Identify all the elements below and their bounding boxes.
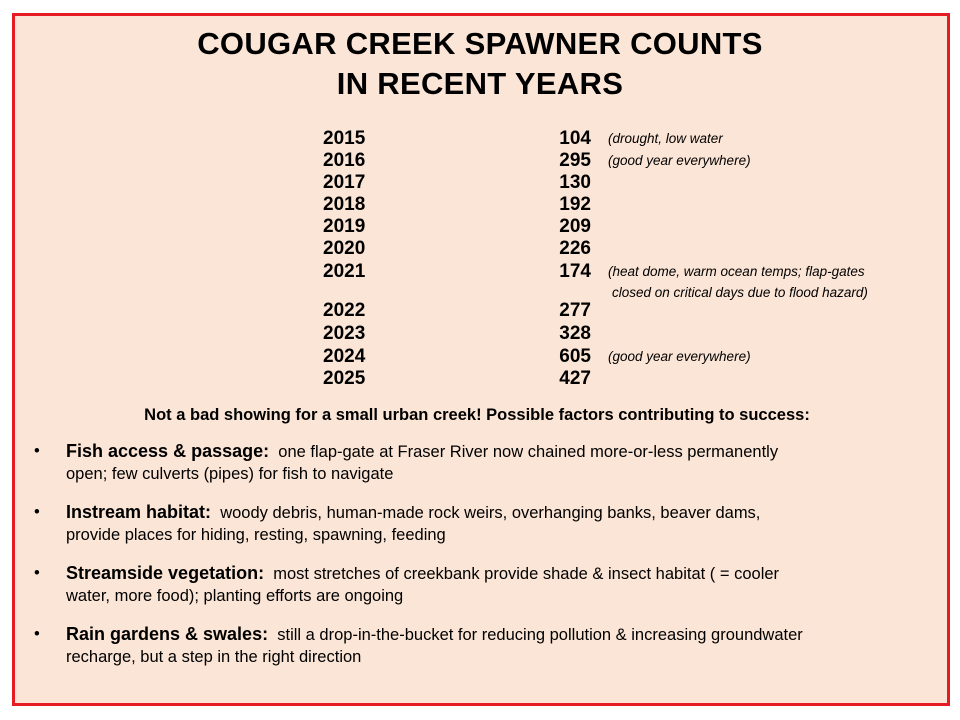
year-label: 2015 [323,128,366,149]
bullet-text [66,623,894,668]
bullet-text [66,501,894,546]
bullet-heading: Streamside vegetation: [66,563,265,583]
title-line-2: IN RECENT YEARS [336,66,624,101]
year-label: 2021 [323,261,366,282]
year-label: 2019 [323,216,366,237]
year-label: 2020 [323,238,366,259]
year-label: 2023 [323,323,366,344]
count-note: (good year everywhere) [608,153,751,168]
count-value: 427 [559,368,591,389]
bullet-heading: Instream habitat: [66,502,212,522]
bullet-body-line-1: one flap-gate at Fraser River now chained more-or-less permanently [278,443,779,461]
year-label: 2018 [323,194,366,215]
count-value: 192 [559,194,591,215]
bullet-heading: Rain gardens & swales: [66,624,269,644]
count-value: 174 [559,261,591,282]
bullet-body-line-2: provide places for hiding, resting, spawning, feeding [66,526,446,544]
count-value: 605 [559,346,591,367]
bullet-dot: • [34,564,40,582]
bullet-text [66,440,894,485]
year-label: 2022 [323,300,366,321]
year-label: 2016 [323,150,366,171]
year-label: 2017 [323,172,366,193]
count-value: 130 [559,172,591,193]
bullet-body-line-2: water, more food); planting efforts are ongoing [66,587,404,605]
year-label: 2025 [323,368,366,389]
bullet-dot: • [34,442,40,460]
summary-text: Not a bad showing for a small urban creek! Possible factors contributing to success: [144,406,810,424]
bullet-dot: • [34,503,40,521]
bullet-text [66,562,894,607]
count-value: 226 [559,238,591,259]
count-value: 104 [559,128,591,149]
bullet-body-line-1: most stretches of creekbank provide shade & insect habitat ( = cooler [273,565,780,583]
count-value: 295 [559,150,591,171]
bullet-dot: • [34,625,40,643]
bullet-body-line-1: woody debris, human-made rock weirs, overhanging banks, beaver dams, [220,504,761,522]
year-label: 2024 [323,346,366,367]
bullet-body-line-2: open; few culverts (pipes) for fish to navigate [66,465,394,483]
count-note-continued: closed on critical days due to flood hazard) [612,285,868,300]
bullet-body-line-1: still a drop-in-the-bucket for reducing pollution & increasing groundwater [277,626,803,644]
count-note: (heat dome, warm ocean temps; flap-gates [608,264,865,279]
count-note: (good year everywhere) [608,349,751,364]
bullet-heading: Fish access & passage: [66,441,270,461]
title-line-1: COUGAR CREEK SPAWNER COUNTS [197,26,763,61]
bullet-body-line-2: recharge, but a step in the right direction [66,648,362,666]
count-value: 209 [559,216,591,237]
count-value: 277 [559,300,591,321]
count-value: 328 [559,323,591,344]
page-title [0,24,960,104]
count-note: (drought, low water [608,131,723,146]
